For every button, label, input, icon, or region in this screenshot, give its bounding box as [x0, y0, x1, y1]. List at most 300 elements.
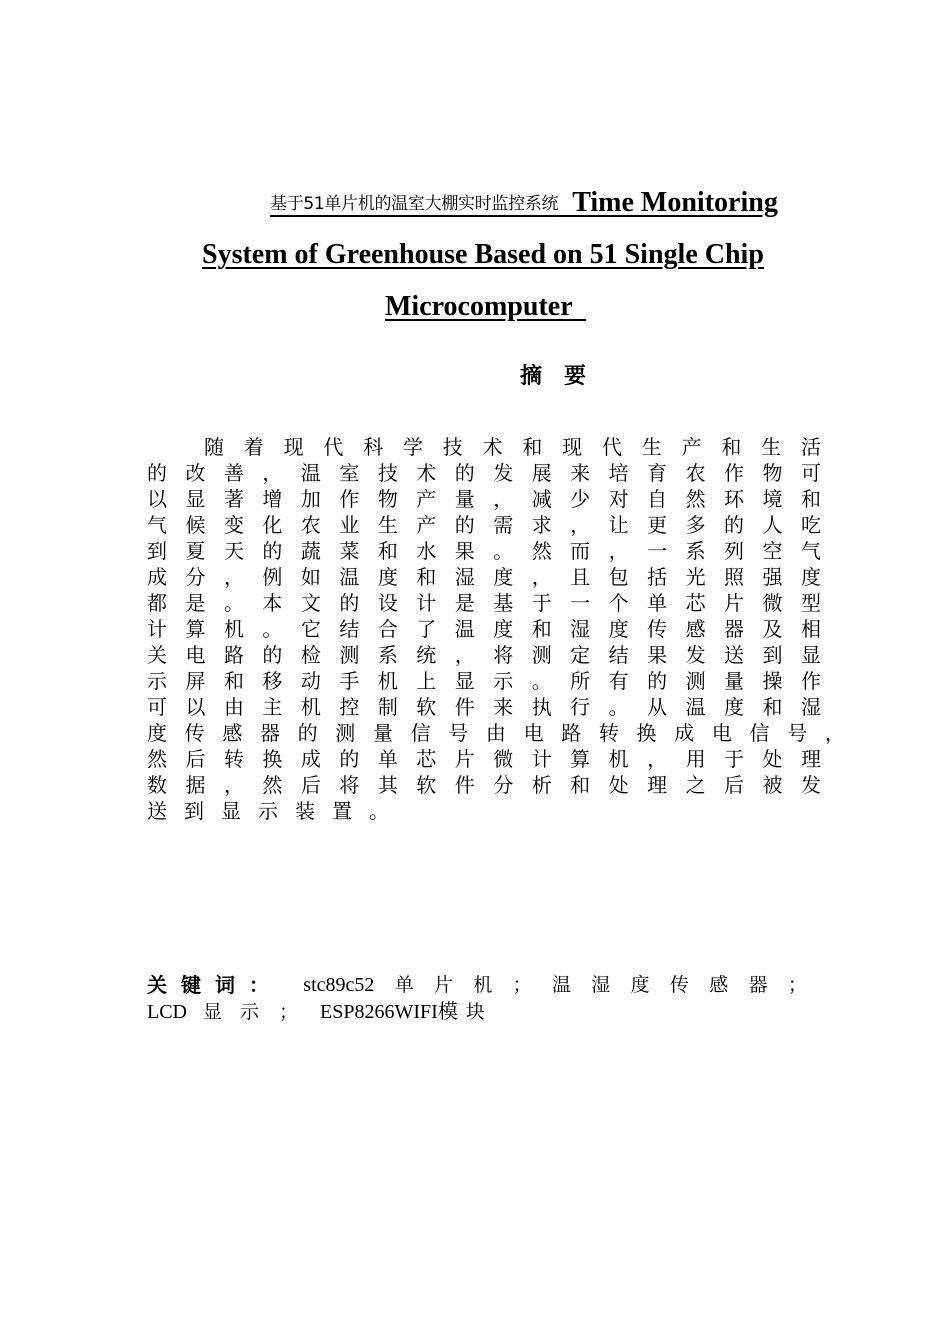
abstract-char: 产: [681, 435, 702, 459]
abstract-char: 显: [221, 799, 241, 823]
abstract-char: 文: [300, 591, 321, 615]
abstract-char: ，: [223, 565, 244, 589]
abstract-char: 它: [300, 617, 321, 641]
abstract-char: 农: [300, 513, 321, 537]
abstract-char: 度: [493, 565, 514, 589]
abstract-char: 和: [223, 669, 244, 693]
abstract-char: 善: [223, 461, 244, 485]
abstract-char: 析: [531, 773, 552, 797]
keyword-token: ；: [279, 1001, 299, 1023]
abstract-char: 的: [339, 747, 360, 771]
abstract-char: 作: [724, 461, 745, 485]
abstract-char: 到: [147, 539, 167, 563]
abstract-char: 量: [372, 721, 393, 745]
abstract-char: 吃: [800, 513, 821, 537]
abstract-char: 转: [598, 721, 619, 745]
abstract-char: 件: [454, 773, 475, 797]
abstract-char: 片: [454, 747, 475, 771]
abstract-char: 可: [147, 695, 167, 719]
abstract-char: 境: [762, 487, 783, 511]
abstract-char: 着: [243, 435, 264, 459]
abstract-char: 少: [570, 487, 591, 511]
abstract-char: 度: [493, 617, 514, 641]
title-line-2: System of Greenhouse Based on 51 Single Chip: [202, 239, 764, 270]
abstract-char: 传: [647, 617, 668, 641]
abstract-char: 移: [262, 669, 283, 693]
abstract-char: 信: [749, 721, 770, 745]
abstract-char: 示: [147, 669, 167, 693]
abstract-char: 软: [416, 695, 437, 719]
abstract-line: [147, 772, 821, 798]
abstract-char: 天: [223, 539, 244, 563]
abstract-char: 生: [377, 513, 398, 537]
abstract-char: 件: [454, 695, 475, 719]
keywords-line-2: [147, 999, 807, 1026]
abstract-char: 改: [185, 461, 206, 485]
abstract-char: 化: [262, 513, 283, 537]
abstract-char: 代: [323, 435, 344, 459]
abstract-line: [147, 512, 821, 538]
abstract-char: 手: [339, 669, 360, 693]
keyword-token: 温: [551, 974, 571, 996]
abstract-line: [147, 434, 821, 460]
abstract-char: 计: [416, 591, 437, 615]
abstract-char: 其: [377, 773, 398, 797]
abstract-char: 括: [647, 565, 668, 589]
abstract-char: 然: [685, 487, 706, 511]
abstract-char: 度: [147, 721, 167, 745]
abstract-char: 物: [762, 461, 783, 485]
abstract-char: 计: [531, 747, 552, 771]
abstract-char: 一: [647, 539, 668, 563]
abstract-char: 著: [223, 487, 244, 511]
abstract-char: 科: [363, 435, 384, 459]
abstract-char: 被: [762, 773, 783, 797]
abstract-char: 列: [724, 539, 745, 563]
abstract-char: 的: [339, 591, 360, 615]
abstract-char: 发: [493, 461, 514, 485]
abstract-char: 示: [258, 799, 278, 823]
abstract-char: 。: [608, 695, 629, 719]
abstract-char: 制: [377, 695, 398, 719]
abstract-char: 。: [531, 669, 552, 693]
abstract-char: 所: [570, 669, 591, 693]
abstract-char: 度: [377, 565, 398, 589]
abstract-char: 气: [800, 539, 821, 563]
abstract-char: 气: [147, 513, 167, 537]
abstract-line: [147, 486, 821, 512]
abstract-line: [147, 538, 821, 564]
abstract-char: 变: [223, 513, 244, 537]
abstract-char: 果: [647, 643, 668, 667]
abstract-char: 主: [262, 695, 283, 719]
abstract-char: 业: [339, 513, 360, 537]
abstract-char: 然: [531, 539, 552, 563]
abstract-char: ，: [824, 721, 845, 745]
title-chinese: 基于51单片机的温室大棚实时监控系统: [270, 194, 559, 214]
abstract-char: 产: [416, 487, 437, 511]
abstract-char: 号: [787, 721, 808, 745]
abstract-char: 检: [300, 643, 321, 667]
abstract-char: 将: [493, 643, 514, 667]
abstract-char: 候: [185, 513, 206, 537]
abstract-line: [147, 720, 845, 746]
abstract-char: 的: [147, 461, 167, 485]
abstract-char: 的: [647, 669, 668, 693]
abstract-char: 多: [685, 513, 706, 537]
abstract-char: 系: [685, 539, 706, 563]
abstract-char: 定: [570, 643, 591, 667]
abstract-char: 和: [522, 435, 543, 459]
abstract-char: 转: [223, 747, 244, 771]
abstract-char: 显: [454, 669, 475, 693]
abstract-char: 是: [454, 591, 475, 615]
abstract-char: 相: [800, 617, 821, 641]
abstract-char: 传: [184, 721, 205, 745]
abstract-char: 及: [762, 617, 783, 641]
abstract-char: 显: [185, 487, 206, 511]
abstract-char: 一: [570, 591, 591, 615]
abstract-char: 需: [493, 513, 514, 537]
abstract-char: 来: [493, 695, 514, 719]
abstract-char: 例: [262, 565, 283, 589]
abstract-char: 和: [416, 565, 437, 589]
keywords-line-1: [147, 972, 807, 999]
abstract-char: 由: [485, 721, 506, 745]
abstract-char: 屏: [185, 669, 206, 693]
abstract-char: 加: [300, 487, 321, 511]
abstract-char: 将: [339, 773, 360, 797]
abstract-char: 。: [262, 617, 283, 641]
abstract-char: 技: [442, 435, 463, 459]
abstract-char: 而: [570, 539, 591, 563]
abstract-char: 芯: [416, 747, 437, 771]
abstract-char: 技: [377, 461, 398, 485]
abstract-char: 蔬: [300, 539, 321, 563]
abstract-char: 理: [800, 747, 821, 771]
abstract-char: 育: [647, 461, 668, 485]
abstract-char: 生: [641, 435, 662, 459]
abstract-char: 器: [724, 617, 745, 641]
abstract-char: 上: [416, 669, 437, 693]
abstract-char: 和: [762, 695, 783, 719]
abstract-char: 照: [724, 565, 745, 589]
abstract-char: 的: [454, 461, 475, 485]
abstract-line: [147, 694, 821, 720]
abstract-char: 菜: [339, 539, 360, 563]
abstract-char: 控: [339, 695, 360, 719]
abstract-char: 到: [184, 799, 204, 823]
abstract-char: 成: [300, 747, 321, 771]
keyword-token: 湿: [591, 974, 611, 996]
abstract-char: 由: [223, 695, 244, 719]
abstract-char: 且: [570, 565, 591, 589]
abstract-char: 换: [636, 721, 657, 745]
keyword-token: 感: [709, 974, 729, 996]
abstract-char: 到: [762, 643, 783, 667]
abstract-char: 系: [377, 643, 398, 667]
keyword-token: 单: [394, 974, 414, 996]
abstract-line: [147, 746, 821, 772]
abstract-char: 的: [724, 513, 745, 537]
abstract-char: 据: [185, 773, 206, 797]
abstract-char: ，: [647, 747, 668, 771]
abstract-char: 微: [762, 591, 783, 615]
abstract-char: 。: [493, 539, 514, 563]
abstract-char: 设: [377, 591, 398, 615]
abstract-char: 术: [416, 461, 437, 485]
abstract-char: 代: [601, 435, 622, 459]
abstract-char: 后: [300, 773, 321, 797]
abstract-char: 本: [262, 591, 283, 615]
abstract-char: 量: [454, 487, 475, 511]
abstract-char: 结: [608, 643, 629, 667]
abstract-char: 。: [223, 591, 244, 615]
abstract-char: 测: [335, 721, 356, 745]
abstract-char: 统: [416, 643, 437, 667]
abstract-char: 是: [185, 591, 206, 615]
abstract-char: 路: [223, 643, 244, 667]
abstract-char: 机: [300, 695, 321, 719]
abstract-char: 结: [339, 617, 360, 641]
abstract-char: 。: [369, 799, 389, 823]
abstract-char: 电: [711, 721, 732, 745]
abstract-line: [147, 564, 821, 590]
abstract-char: 的: [262, 643, 283, 667]
abstract-heading: 摘要: [520, 364, 609, 389]
abstract-char: 求: [531, 513, 552, 537]
abstract-char: 湿: [800, 695, 821, 719]
title-english-part-1: Time Monitoring: [558, 187, 778, 218]
abstract-char: 动: [300, 669, 321, 693]
keyword-token: 器: [748, 974, 768, 996]
abstract-line: [147, 616, 821, 642]
abstract-char: ，: [223, 773, 244, 797]
abstract-char: 学: [402, 435, 423, 459]
abstract-char: 后: [724, 773, 745, 797]
abstract-char: 单: [647, 591, 668, 615]
abstract-char: 电: [185, 643, 206, 667]
abstract-char: 单: [377, 747, 398, 771]
abstract-char: 了: [416, 617, 437, 641]
abstract-char: 培: [608, 461, 629, 485]
abstract-char: 增: [262, 487, 283, 511]
keyword-token: ；: [512, 974, 532, 996]
abstract-char: 光: [685, 565, 706, 589]
abstract-char: 机: [377, 669, 398, 693]
keyword-token: 机: [473, 974, 493, 996]
abstract-char: 如: [300, 565, 321, 589]
abstract-char: 温: [339, 565, 360, 589]
abstract-char: 量: [724, 669, 745, 693]
abstract-char: 空: [762, 539, 783, 563]
abstract-char: 和: [721, 435, 742, 459]
abstract-char: ，: [262, 461, 283, 485]
abstract-char: 度: [724, 695, 745, 719]
abstract-char: 可: [800, 461, 821, 485]
abstract-char: 农: [685, 461, 706, 485]
keywords-label: 关键词：: [147, 973, 283, 997]
keywords-section: [147, 972, 807, 1026]
abstract-char: 环: [724, 487, 745, 511]
abstract-char: 更: [647, 513, 668, 537]
abstract-char: 操: [762, 669, 783, 693]
abstract-char: 之: [685, 773, 706, 797]
abstract-char: 的: [297, 721, 318, 745]
abstract-char: 以: [185, 695, 206, 719]
keyword-token: 片: [434, 974, 454, 996]
abstract-char: ，: [608, 539, 629, 563]
keyword-token: ；: [787, 974, 807, 996]
abstract-char: 水: [416, 539, 437, 563]
keyword-token: 块: [465, 1001, 485, 1023]
abstract-char: 强: [762, 565, 783, 589]
abstract-char: 置: [332, 799, 352, 823]
abstract-char: 湿: [570, 617, 591, 641]
abstract-char: 信: [410, 721, 431, 745]
abstract-char: 和: [570, 773, 591, 797]
abstract-char: 和: [800, 487, 821, 511]
abstract-char: 器: [259, 721, 280, 745]
abstract-char: 然: [147, 747, 167, 771]
abstract-char: 电: [523, 721, 544, 745]
abstract-char: 包: [608, 565, 629, 589]
abstract-char: 室: [339, 461, 360, 485]
abstract-char: 合: [377, 617, 398, 641]
abstract-line: [147, 460, 821, 486]
abstract-char: 对: [608, 487, 629, 511]
abstract-char: 装: [295, 799, 315, 823]
abstract-char: 换: [262, 747, 283, 771]
keyword-token: 显: [203, 1001, 223, 1023]
abstract-char: 机: [223, 617, 244, 641]
abstract-char: 从: [647, 695, 668, 719]
abstract-char: 都: [147, 591, 167, 615]
abstract-char: 测: [531, 643, 552, 667]
abstract-char: 执: [531, 695, 552, 719]
keyword-token: ESP8266WIFI模: [320, 1001, 458, 1023]
abstract-char: 现: [283, 435, 304, 459]
abstract-char: 分: [493, 773, 514, 797]
abstract-char: 人: [762, 513, 783, 537]
abstract-char: 温: [454, 617, 475, 641]
abstract-char: 随: [204, 435, 224, 459]
abstract-line: [147, 590, 821, 616]
abstract-char: 算: [185, 617, 206, 641]
keyword-token: 传: [669, 974, 689, 996]
abstract-char: 软: [416, 773, 437, 797]
abstract-char: 测: [685, 669, 706, 693]
abstract-char: 分: [185, 565, 206, 589]
abstract-char: 自: [647, 487, 668, 511]
abstract-char: 温: [300, 461, 321, 485]
abstract-char: 有: [608, 669, 629, 693]
abstract-char: 送: [147, 799, 167, 823]
title-line-3: Microcomputer: [385, 291, 587, 322]
abstract-char: 果: [454, 539, 475, 563]
title-line-1: [270, 183, 778, 223]
keyword-token: stc89c52: [303, 974, 375, 996]
abstract-char: 和: [531, 617, 552, 641]
abstract-char: 产: [416, 513, 437, 537]
abstract-char: 温: [685, 695, 706, 719]
abstract-char: 度: [608, 617, 629, 641]
abstract-char: 处: [608, 773, 629, 797]
abstract-char: 让: [608, 513, 629, 537]
abstract-char: 术: [482, 435, 503, 459]
abstract-char: 和: [377, 539, 398, 563]
abstract-char: 测: [339, 643, 360, 667]
abstract-char: 用: [685, 747, 706, 771]
abstract-char: 号: [448, 721, 469, 745]
abstract-char: ，: [570, 513, 591, 537]
abstract-char: 以: [147, 487, 167, 511]
abstract-char: 成: [147, 565, 167, 589]
abstract-char: 作: [339, 487, 360, 511]
abstract-char: 基: [493, 591, 514, 615]
abstract-char: 个: [608, 591, 629, 615]
abstract-char: 的: [454, 513, 475, 537]
abstract-char: 于: [724, 747, 745, 771]
abstract-char: 关: [147, 643, 167, 667]
keyword-token: LCD: [147, 1001, 187, 1023]
abstract-char: 现: [562, 435, 583, 459]
abstract-char: 数: [147, 773, 167, 797]
abstract-char: 路: [561, 721, 582, 745]
abstract-char: 物: [377, 487, 398, 511]
abstract-char: 处: [762, 747, 783, 771]
abstract-char: 发: [685, 643, 706, 667]
abstract-char: 后: [185, 747, 206, 771]
abstract-char: 微: [493, 747, 514, 771]
abstract-char: 感: [222, 721, 243, 745]
abstract-char: 夏: [185, 539, 206, 563]
abstract-char: 片: [724, 591, 745, 615]
abstract-char: 展: [531, 461, 552, 485]
abstract-char: 算: [570, 747, 591, 771]
abstract-char: 成: [674, 721, 695, 745]
abstract-line: [147, 642, 821, 668]
keyword-token: 示: [240, 1001, 260, 1023]
abstract-char: 于: [531, 591, 552, 615]
abstract-char: 感: [685, 617, 706, 641]
abstract-char: ，: [493, 487, 514, 511]
abstract-char: 理: [647, 773, 668, 797]
abstract-char: 然: [262, 773, 283, 797]
abstract-char: 生: [761, 435, 782, 459]
abstract-char: 示: [493, 669, 514, 693]
abstract-char: 芯: [685, 591, 706, 615]
abstract-char: 计: [147, 617, 167, 641]
abstract-char: ，: [531, 565, 552, 589]
abstract-char: 行: [570, 695, 591, 719]
abstract-line: [147, 668, 821, 694]
abstract-char: 型: [800, 591, 821, 615]
abstract-char: 机: [608, 747, 629, 771]
abstract-body: [147, 434, 847, 824]
abstract-char: 活: [800, 435, 821, 459]
abstract-char: 来: [570, 461, 591, 485]
abstract-char: ，: [454, 643, 475, 667]
abstract-char: 显: [800, 643, 821, 667]
abstract-char: 的: [262, 539, 283, 563]
abstract-char: 发: [800, 773, 821, 797]
abstract-char: 减: [531, 487, 552, 511]
keyword-token: 度: [630, 974, 650, 996]
abstract-char: 湿: [454, 565, 475, 589]
abstract-char: 作: [800, 669, 821, 693]
abstract-char: 送: [724, 643, 745, 667]
